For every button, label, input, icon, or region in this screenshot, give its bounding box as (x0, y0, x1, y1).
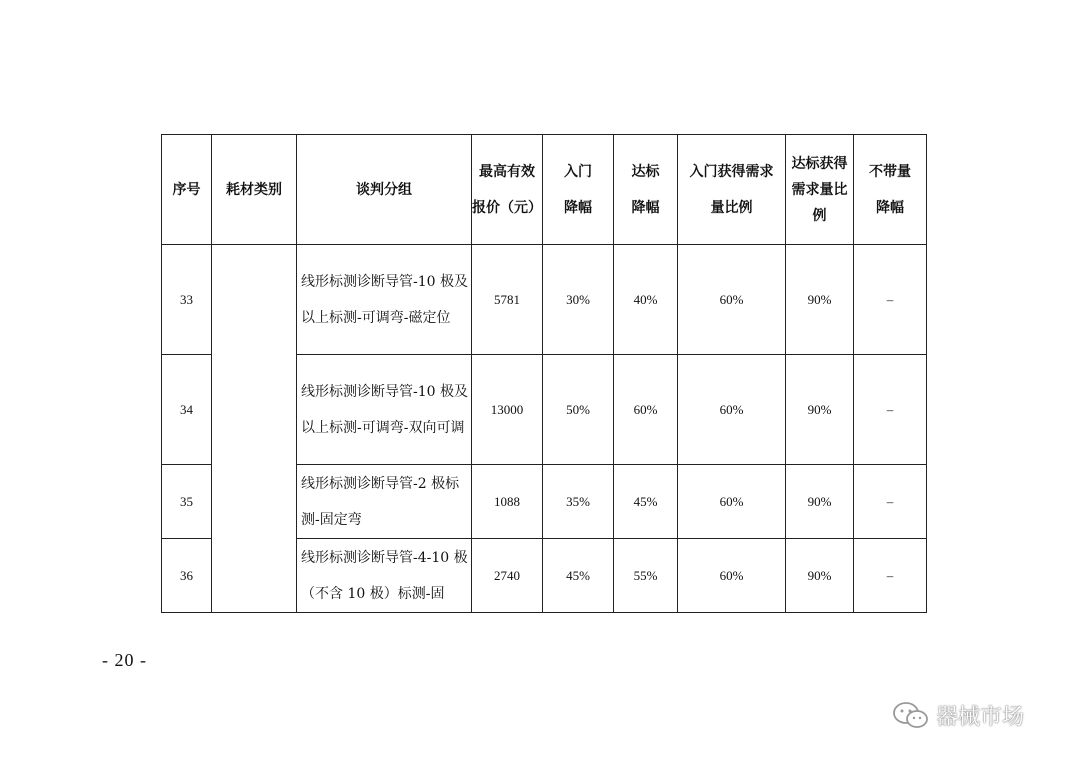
pricing-table (161, 134, 927, 613)
row-target-cut: 55% (614, 539, 678, 613)
row-price: 5781 (472, 245, 543, 355)
watermark-text: 器械市场 (936, 705, 1025, 730)
page-number: - 20 - (102, 650, 147, 670)
row-entry-ratio: 60% (678, 465, 786, 539)
header-no-volume-cut-line1: 不带量 (869, 163, 911, 180)
row-entry-cut: 50% (543, 355, 614, 465)
header-row (162, 135, 927, 245)
row-seq: 33 (162, 245, 212, 355)
header-group: 谈判分组 (297, 135, 472, 245)
header-max-price-line1: 最高有效 (479, 163, 535, 180)
header-max-price-line2: 报价（元） (472, 199, 542, 216)
row-seq: 35 (162, 465, 212, 539)
header-entry-ratio (678, 135, 786, 245)
row-entry-ratio: 60% (678, 245, 786, 355)
header-max-price (472, 135, 543, 245)
header-entry-ratio-line2: 量比例 (710, 199, 753, 216)
wechat-icon (892, 701, 930, 731)
row-no-volume-cut: – (854, 465, 927, 539)
row-entry-cut: 30% (543, 245, 614, 355)
table-row (162, 245, 927, 355)
row-price: 1088 (472, 465, 543, 539)
header-target-cut (614, 135, 678, 245)
row-target-ratio: 90% (786, 355, 854, 465)
row-price: 2740 (472, 539, 543, 613)
header-target-ratio-line1: 达标获得 (791, 155, 848, 172)
row-target-ratio: 90% (786, 245, 854, 355)
header-category: 耗材类别 (212, 135, 297, 245)
row-entry-cut: 45% (543, 539, 614, 613)
header-entry-cut-line1: 入门 (564, 163, 592, 180)
row-no-volume-cut: – (854, 355, 927, 465)
row-target-cut: 40% (614, 245, 678, 355)
row-target-cut: 60% (614, 355, 678, 465)
row-seq: 36 (162, 539, 212, 613)
header-target-ratio (786, 135, 854, 245)
header-no-volume-cut (854, 135, 927, 245)
row-entry-ratio: 60% (678, 355, 786, 465)
row-target-ratio: 90% (786, 539, 854, 613)
header-target-cut-line1: 达标 (631, 163, 660, 180)
category-cell (212, 245, 297, 613)
row-price: 13000 (472, 355, 543, 465)
row-target-ratio: 90% (786, 465, 854, 539)
row-group: 线形标测诊断导管-4-10 极（不含 10 极）标测-固 (301, 549, 468, 602)
row-group: 线形标测诊断导管-2 极标测-固定弯 (297, 465, 472, 539)
row-group: 线形标测诊断导管-10 极及以上标测-可调弯-双向可调 (297, 355, 472, 465)
row-seq: 34 (162, 355, 212, 465)
header-entry-ratio-line1: 入门获得需求 (689, 163, 774, 180)
watermark (892, 700, 1024, 731)
header-target-ratio-line2: 需求量比 (791, 181, 848, 198)
header-no-volume-cut-line2: 降幅 (876, 199, 904, 216)
row-no-volume-cut: – (854, 245, 927, 355)
header-entry-cut (543, 135, 614, 245)
row-no-volume-cut: – (854, 539, 927, 613)
header-seq: 序号 (162, 135, 212, 245)
row-group-cell (297, 539, 472, 613)
row-target-cut: 45% (614, 465, 678, 539)
header-entry-cut-line2: 降幅 (564, 199, 592, 216)
header-target-cut-line2: 降幅 (631, 199, 660, 216)
row-entry-cut: 35% (543, 465, 614, 539)
row-entry-ratio: 60% (678, 539, 786, 613)
header-target-ratio-line3: 例 (812, 207, 827, 224)
row-group: 线形标测诊断导管-10 极及以上标测-可调弯-磁定位 (297, 245, 472, 355)
